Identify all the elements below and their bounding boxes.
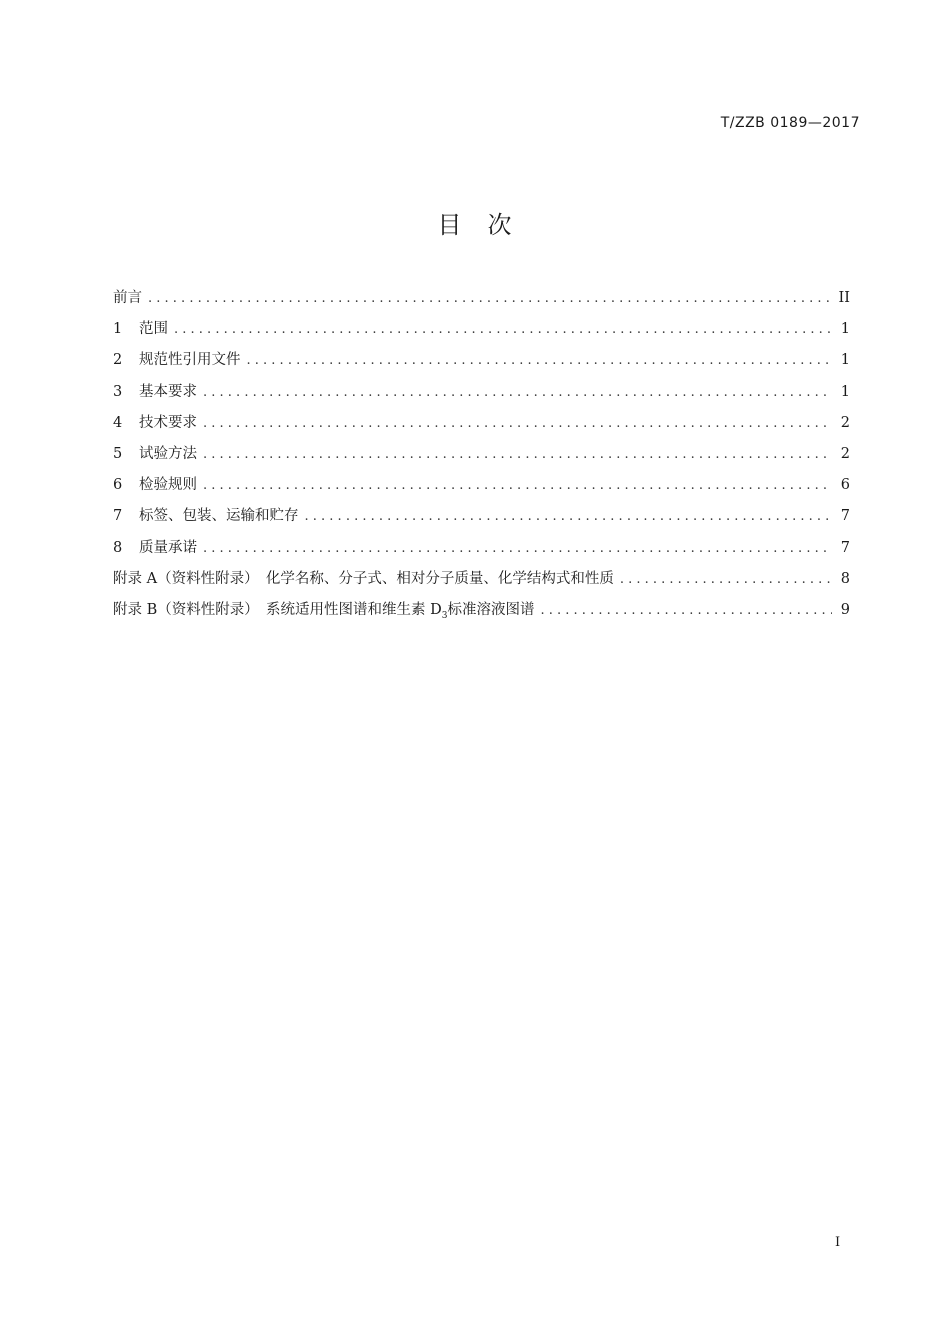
toc-entry-label-text: 技术要求: [139, 414, 197, 431]
toc-entry-page: 1: [840, 321, 850, 338]
toc-entry-page: 6: [840, 477, 850, 494]
toc-entry-number: 5: [113, 445, 123, 462]
page-title: 目 次: [437, 211, 513, 239]
toc-entry-subscript: 3: [441, 610, 448, 621]
toc-entry-label: [113, 599, 534, 627]
toc-entry-label-text-after: 标准溶液图谱: [447, 601, 535, 618]
toc-entry[interactable]: [113, 505, 850, 536]
toc-entry-page: II: [838, 290, 850, 306]
toc-leader-dots: [148, 288, 832, 310]
toc-entry[interactable]: [113, 537, 850, 568]
toc-leader-dots: [203, 538, 832, 560]
toc-entry-page: 7: [840, 508, 850, 525]
toc-entry[interactable]: [113, 318, 850, 349]
toc-leader-dots: [540, 600, 832, 622]
toc-entry[interactable]: [113, 474, 850, 505]
toc-entry-label-text: 标签、包装、运输和贮存: [139, 508, 299, 525]
toc-entry-number: 6: [113, 477, 123, 494]
toc-entry[interactable]: [113, 568, 850, 599]
toc-entry-page: 8: [840, 570, 850, 587]
toc-entry-label-text: 附录 B（资料性附录） 系统适用性图谱和维生素 D: [113, 601, 442, 618]
toc-leader-dots: [174, 319, 832, 341]
toc-entry-label-text: 试验方法: [139, 445, 197, 462]
toc-entry-page: 1: [840, 383, 850, 400]
toc-entry-number: 3: [113, 383, 123, 400]
toc-entry-label-text: 质量承诺: [139, 539, 197, 556]
toc-entry-label-text: 附录 A（资料性附录） 化学名称、分子式、相对分子质量、化学结构式和性质: [113, 570, 614, 587]
toc-leader-dots: [305, 506, 833, 528]
toc-entry-number: 4: [113, 414, 123, 431]
toc-entry[interactable]: [113, 599, 850, 630]
table-of-contents: [113, 287, 850, 630]
toc-entry-page: 7: [840, 539, 850, 556]
toc-entry-label: [139, 474, 197, 496]
toc-entry-page: 1: [840, 352, 850, 369]
toc-entry-label: [139, 505, 299, 527]
toc-entry-page: 2: [840, 414, 850, 431]
toc-entry[interactable]: [113, 287, 850, 318]
toc-leader-dots: [247, 350, 833, 372]
toc-entry-label: [139, 381, 197, 403]
toc-entry-label-text: 范围: [139, 321, 168, 338]
toc-entry-page: 9: [840, 601, 850, 618]
toc-entry-number: 2: [113, 352, 123, 369]
toc-entry-number: 8: [113, 539, 123, 556]
toc-entry-label-text: 规范性引用文件: [139, 352, 241, 369]
toc-entry[interactable]: [113, 381, 850, 412]
toc-leader-dots: [203, 444, 832, 466]
toc-entry-page: 2: [840, 445, 850, 462]
toc-entry-number: 1: [113, 321, 123, 338]
toc-entry-label: [139, 443, 197, 465]
toc-entry[interactable]: [113, 349, 850, 380]
toc-entry-label: [139, 349, 241, 371]
toc-leader-dots: [203, 382, 832, 404]
toc-leader-dots: [203, 413, 832, 435]
toc-leader-dots: [203, 475, 832, 497]
page-number: I: [835, 1235, 841, 1250]
toc-entry-label: [139, 318, 168, 340]
toc-entry-label-text: 基本要求: [139, 383, 197, 400]
toc-entry-number: 7: [113, 508, 123, 525]
document-id: T/ZZB 0189—2017: [720, 115, 860, 131]
toc-leader-dots: [620, 569, 832, 591]
toc-entry-label: [139, 537, 197, 559]
toc-entry-label-text: 检验规则: [139, 477, 197, 494]
toc-entry-label: [113, 287, 142, 309]
toc-entry[interactable]: [113, 412, 850, 443]
toc-entry-label: [139, 412, 197, 434]
toc-entry[interactable]: [113, 443, 850, 474]
toc-entry-label: [113, 568, 614, 590]
toc-entry-label-text: 前言: [113, 290, 142, 306]
